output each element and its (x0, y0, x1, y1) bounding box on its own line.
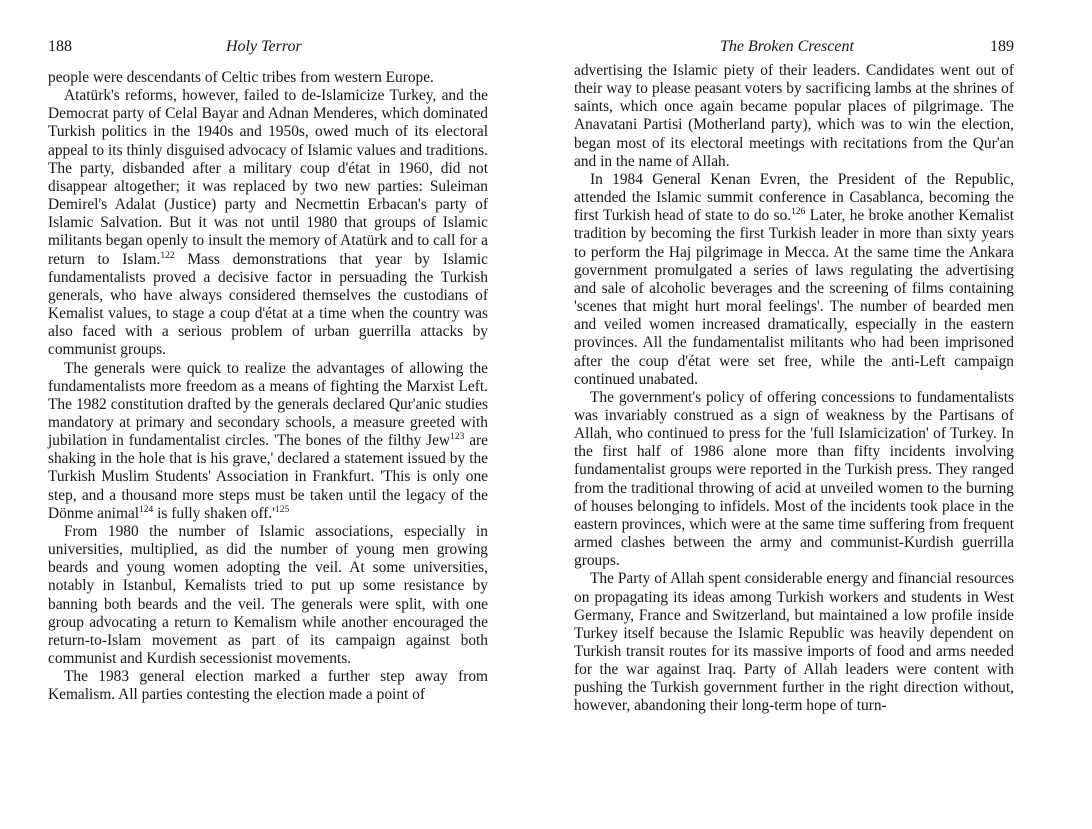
footnote-marker: 123 (450, 432, 465, 443)
right-page-header (574, 38, 1014, 60)
text-run: The generals were quick to realize the advantages of allowing the fundamentalists more freedom as a means of fighting the Marxist Left. The 1982 constitution drafted by the generals declared Qur'anic studies mandatory at primary and secondary schools, a measure greeted with jubilation in fundamentalist circles. 'The bones of the filthy Jew (48, 359, 488, 450)
paragraph (574, 570, 1014, 715)
paragraph (48, 360, 488, 523)
text-run: people were descendants of Celtic tribes from western Europe. (48, 69, 434, 86)
footnote-marker: 126 (791, 207, 806, 218)
left-running-title: Holy Terror (226, 38, 302, 55)
paragraph (48, 87, 488, 359)
paragraph (48, 668, 488, 704)
paragraph (574, 62, 1014, 171)
paragraph (48, 523, 488, 668)
text-run: The government's policy of offering concessions to fundamentalists was invariably construed as a sign of weakness by the Partisans of Allah, who continued to press for the 'full Islamicization' of Turkey. In the first half of 1986 alone more than fifty incidents involving fundamentalist groups were reported in the Turkish press. They ranged from the traditional throwing of acid at unveiled women to the burning of houses belonging to infidels. Most of the incidents took place in the eastern provinces, which were at the same time suffering from frequent armed clashes between the army and communist-Kurdish guerrilla groups. (574, 388, 1014, 570)
footnote-marker: 125 (275, 504, 290, 515)
paragraph (48, 69, 488, 87)
right-running-title: The Broken Crescent (720, 38, 854, 55)
right-page-body (574, 62, 1014, 716)
text-run: In 1984 General Kenan Evren, the President of the Republic, attended the Islamic summit conference in Casablanca, becoming the first Turkish head of state to do so. (574, 170, 1014, 225)
text-run: The 1983 general election marked a further step away from Kemalism. All parties contesting the election made a point of (48, 668, 488, 704)
text-run: The Party of Allah spent considerable energy and financial resources on propagating its ideas among Turkish workers and students in West Germany, France and Switzerland, but maintained a low profile inside Turkey itself because the Islamic Republic was heavily dependent on Turkish transit routes for its massive imports of food and arms needed for the war against Iraq. Party of Allah leaders were content with pushing the Turkish government further in the right direction without, however, abandoning their long-term hope of turn- (574, 570, 1014, 715)
text-run: Mass demonstrations that year by Islamic fundamentalists proved a decisive factor in persuading the Turkish generals, who have always considered themselves the custodians of Kemalist values, to stage a coup d'état at a time when the country was also faced with a serious problem of urban guerrilla attacks by communist groups. (48, 250, 488, 359)
text-run: are shaking in the hole that is his grave,' declared a statement issued by the Turkish Muslim Students' Association in Frankfurt. 'This is only one step, and a thousand more steps must be taken until the legacy of the Dönme animal (48, 432, 489, 522)
paragraph (574, 389, 1014, 571)
left-page-header (48, 38, 488, 60)
right-page-number: 189 (990, 38, 1014, 55)
text-run: is fully shaken off.' (153, 504, 276, 522)
left-page-body (48, 69, 488, 704)
text-run: Later, he broke another Kemalist tradition by becoming the first Turkish leader in more than sixty years to perform the Haj pilgrimage in Mecca. At the same time the Ankara government promulgated a series of laws regulating the advertising and sale of alcoholic beverages and the screening of films containing 'scenes that might hurt moral feelings'. The number of bearded men and veiled women increased dramatically, especially in the eastern provinces. All the fundamentalist militants who had been imprisoned after the coup d'état were set free, while the anti-Left campaign continued unabated. (574, 207, 1014, 388)
text-run: Atatürk's reforms, however, failed to de-Islamicize Turkey, and the Democrat party of Celal Bayar and Adnan Menderes, which dominated Turkish politics in the 1940s and 1950s, owed much of its electoral appeal to its thinly disguised advocacy of Islamic values and traditions. The party, disbanded after a military coup d'état in 1960, did not disappear altogether; it was replaced by two new parties: Suleiman Demirel's Adalat (Justice) party and Necmettin Erbacan's party of Islamic Salvation. But it was not until 1980 that groups of Islamic militants began openly to insult the memory of Atatürk and to call for a return to Islam. (48, 87, 488, 268)
paragraph (574, 171, 1014, 389)
footnote-marker: 124 (139, 504, 154, 515)
left-page-number: 188 (48, 38, 72, 55)
footnote-marker: 122 (160, 250, 175, 261)
text-run: advertising the Islamic piety of their leaders. Candidates went out of their way to please peasant voters by sacrificing lambs at the shrines of saints, which once again became popular places of pilgrimage. The Anavatani Partisi (Motherland party), which was to win the election, began most of its electoral meetings with recitations from the Qur'an and in the name of Allah. (574, 62, 1014, 170)
text-run: From 1980 the number of Islamic associations, especially in universities, multiplied, as did the number of young men growing beards and young women adopting the veil. At some universities, notably in Istanbul, Kemalists tried to put up some resistance by banning both beards and the veil. The generals were split, with one group advocating a return to Kemalism while another encouraged the return-to-Islam movement as part of its campaign against both communist and Kurdish secessionist movements. (48, 522, 488, 667)
